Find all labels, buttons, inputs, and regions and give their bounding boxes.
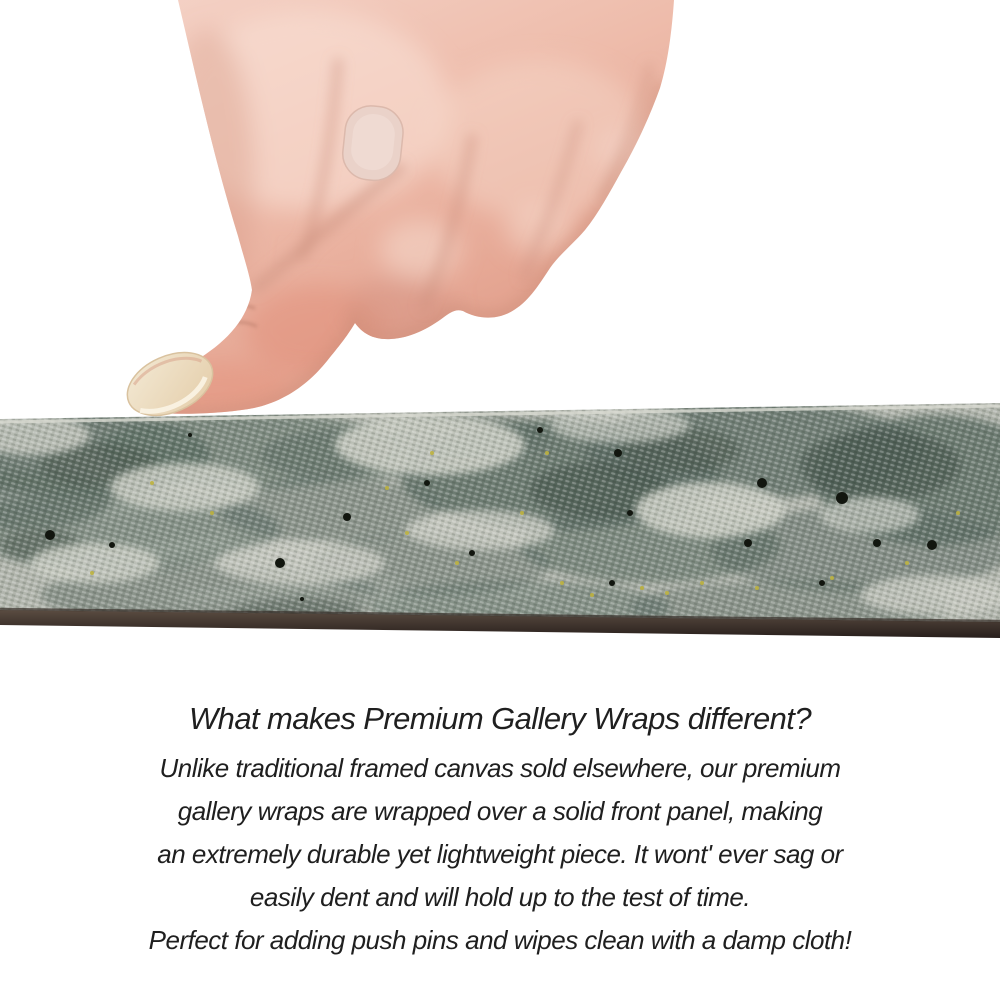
info-line-3: an extremely durable yet lightweight piece. It wont' ever sag or — [157, 839, 843, 869]
info-text-block — [0, 699, 1000, 962]
info-line-4: easily dent and will hold up to the test of time. — [249, 882, 751, 912]
info-line-5: Perfect for adding push pins and wipes clean with a damp cloth! — [148, 925, 852, 955]
grain-texture — [0, 395, 1000, 645]
info-line-1: Unlike traditional framed canvas sold elsewhere, our premium — [159, 753, 841, 783]
info-title: What makes Premium Gallery Wraps different? — [189, 701, 811, 736]
info-line-2: gallery wraps are wrapped over a solid front panel, making — [177, 796, 823, 826]
hand-pressing-photo — [0, 0, 1000, 422]
canvas-edge-photo — [0, 395, 1000, 645]
